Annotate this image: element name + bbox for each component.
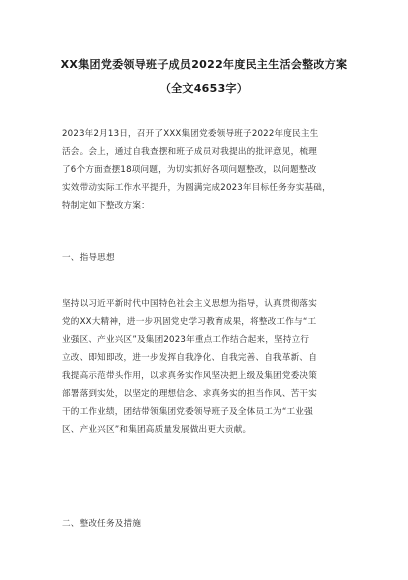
paragraph-line: 2023年2月13日，召开了XXX集团党委领导班子2022年度民主生 [62, 129, 319, 139]
paragraph-line: 干的工作业绩，团结带领集团党委领导班子及全体员工为“工业强 [62, 407, 313, 417]
paragraph-line: 实效带动实际工作水平提升，为圆满完成2023年目标任务夯实基础， [62, 183, 331, 193]
document-word-count: （全文4653字） [159, 82, 249, 95]
paragraph-line: 我提高示范带头作用，以求真务实作风坚决把上级及集团党委决策 [62, 371, 318, 381]
paragraph-line: 特制定如下整改方案： [62, 201, 150, 211]
paragraph-line: 部署落到实处，以坚定的理想信念、求真务实的担当作风、苦干实 [62, 389, 318, 399]
section-heading-guiding-ideology: 一、指导思想 [62, 253, 115, 263]
paragraph-line: 党的XX大精神，进一步巩固党史学习教育成果，将整改工作与“工 [62, 317, 317, 327]
paragraph-line: 了6个方面查摆18项问题，为切实抓好各项问题整改，以问题整改 [62, 165, 317, 175]
section-heading-tasks-measures: 二、整改任务及措施 [62, 519, 142, 529]
paragraph-line: 活会。会上，通过自我查摆和班子成员对我提出的批评意见，梳理 [62, 147, 318, 157]
paragraph-line: 区、产业兴区”和集团高质量发展做出更大贡献。 [62, 425, 252, 435]
guiding-ideology-paragraph [62, 295, 362, 439]
paragraph-line: 业强区、产业兴区”及集团2023年重点工作结合起来，坚持立行 [62, 335, 310, 345]
document-title: XX集团党委领导班子成员2022年度民主生活会整改方案 [60, 58, 348, 71]
paragraph-line: 立改、即知即改，进一步发挥自我净化、自我完善、自我革新、自 [62, 353, 318, 363]
paragraph-line: 坚持以习近平新时代中国特色社会主义思想为指导，认真贯彻落实 [62, 299, 318, 309]
intro-paragraph [62, 125, 362, 215]
